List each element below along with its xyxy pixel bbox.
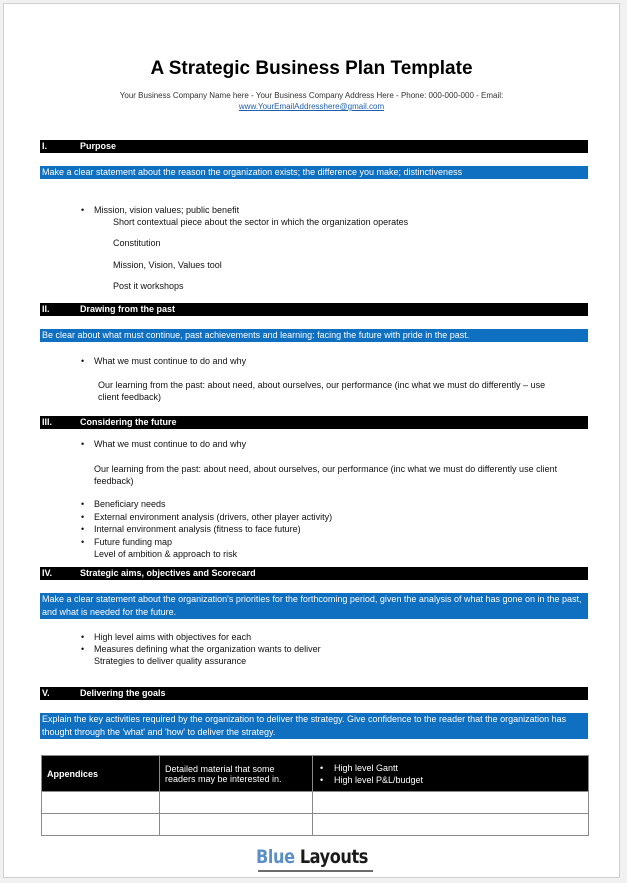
- bullet-item: • Beneficiary needs: [94, 498, 166, 510]
- appendix-item: • High level P&L/budget: [318, 774, 583, 786]
- section-guidance-past: Be clear about what must continue, past achievements and learning: facing the future with pride in the past.: [40, 329, 588, 342]
- appendices-label: [42, 756, 160, 792]
- table-cell[interactable]: [313, 814, 589, 836]
- section-number: V.: [42, 688, 50, 698]
- table-cell[interactable]: [160, 814, 313, 836]
- section-guidance-delivering: Explain the key activities required by the organization to deliver the strategy. Give confidence to the reader that the organization has thought through the 'what' and 'how' to deliver the strategy.: [40, 713, 588, 739]
- bullet-item: • Future funding map: [94, 536, 172, 548]
- logo-part-blue: Blue: [256, 846, 295, 868]
- section-guidance-strategic-aims: Make a clear statement about the organization's priorities for the forthcoming period, given the analysis of what has gone on in the past, and what is needed for the future.: [40, 593, 588, 619]
- section-label: Strategic aims, objectives and Scorecard: [80, 568, 256, 578]
- section-header-delivering: [40, 687, 588, 700]
- bullet-item: • What we must continue to do and why: [94, 355, 246, 367]
- section-number: IV.: [42, 568, 53, 578]
- table-header-row: [42, 756, 589, 792]
- logo-underline: [258, 870, 373, 872]
- section-header-purpose: [40, 140, 588, 153]
- trailing-line: Strategies to deliver quality assurance: [94, 656, 247, 666]
- section-header-strategic-aims: [40, 567, 588, 580]
- logo-part-layouts: Layouts: [299, 846, 368, 868]
- bullet-item: • What we must continue to do and why: [94, 438, 246, 450]
- section-number: III.: [42, 417, 53, 427]
- bullet-item: • Mission, vision values; public benefit: [94, 204, 239, 216]
- table-row: [42, 814, 589, 836]
- table-row: [42, 792, 589, 814]
- section-header-past: [40, 303, 588, 316]
- appendices-label-text: Appendices: [47, 768, 99, 779]
- table-cell[interactable]: [42, 814, 160, 836]
- paragraph: Our learning from the past: about need, about ourselves, our performance (inc what we must do differently use client feedback): [94, 464, 558, 486]
- section-label: Considering the future: [80, 417, 177, 427]
- sub-item: Short contextual piece about the sector in which the organization operates: [113, 217, 409, 227]
- trailing-line: Level of ambition & approach to risk: [94, 549, 238, 559]
- section-number: I.: [42, 141, 48, 151]
- bullet-item: • High level aims with objectives for each: [94, 631, 251, 643]
- document-title: A Strategic Business Plan Template: [150, 58, 473, 79]
- table-cell[interactable]: [160, 792, 313, 814]
- bullet-item: • Measures defining what the organization wants to deliver: [94, 643, 321, 655]
- appendices-table: [41, 755, 589, 836]
- paragraph: Our learning from the past: about need, about ourselves, our performance (inc what we must do differently – use client feedback): [98, 380, 546, 402]
- appendix-item: • High level Gantt: [318, 762, 583, 774]
- table-cell[interactable]: [313, 792, 589, 814]
- section-guidance-purpose: Make a clear statement about the reason the organization exists; the difference you make; distinctiveness: [40, 166, 588, 179]
- section-label: Purpose: [80, 141, 117, 151]
- sub-item: Mission, Vision, Values tool: [113, 260, 222, 270]
- document-page: [3, 3, 620, 878]
- bullet-item: • External environment analysis (drivers, other player activity): [94, 511, 332, 523]
- section-label: Drawing from the past: [80, 304, 176, 314]
- appendices-description: Detailed material that some readers may be interested in.: [160, 756, 313, 792]
- email-link[interactable]: www.YourEmailAddresshere@gmail.com: [238, 102, 385, 111]
- sub-item: Post it workshops: [113, 281, 184, 291]
- section-number: II.: [42, 304, 50, 314]
- appendices-items: [313, 756, 589, 792]
- section-label: Delivering the goals: [80, 688, 166, 698]
- bullet-item: • Internal environment analysis (fitness to face future): [94, 523, 301, 535]
- section-header-future: [40, 416, 588, 429]
- contact-info: [4, 90, 619, 112]
- table-cell[interactable]: [42, 792, 160, 814]
- sub-item: Constitution: [113, 238, 161, 248]
- blue-layouts-logo: [256, 846, 368, 868]
- contact-line: Your Business Company Name here - Your Business Company Address Here - Phone: 000-000-000 - Email:: [119, 91, 504, 100]
